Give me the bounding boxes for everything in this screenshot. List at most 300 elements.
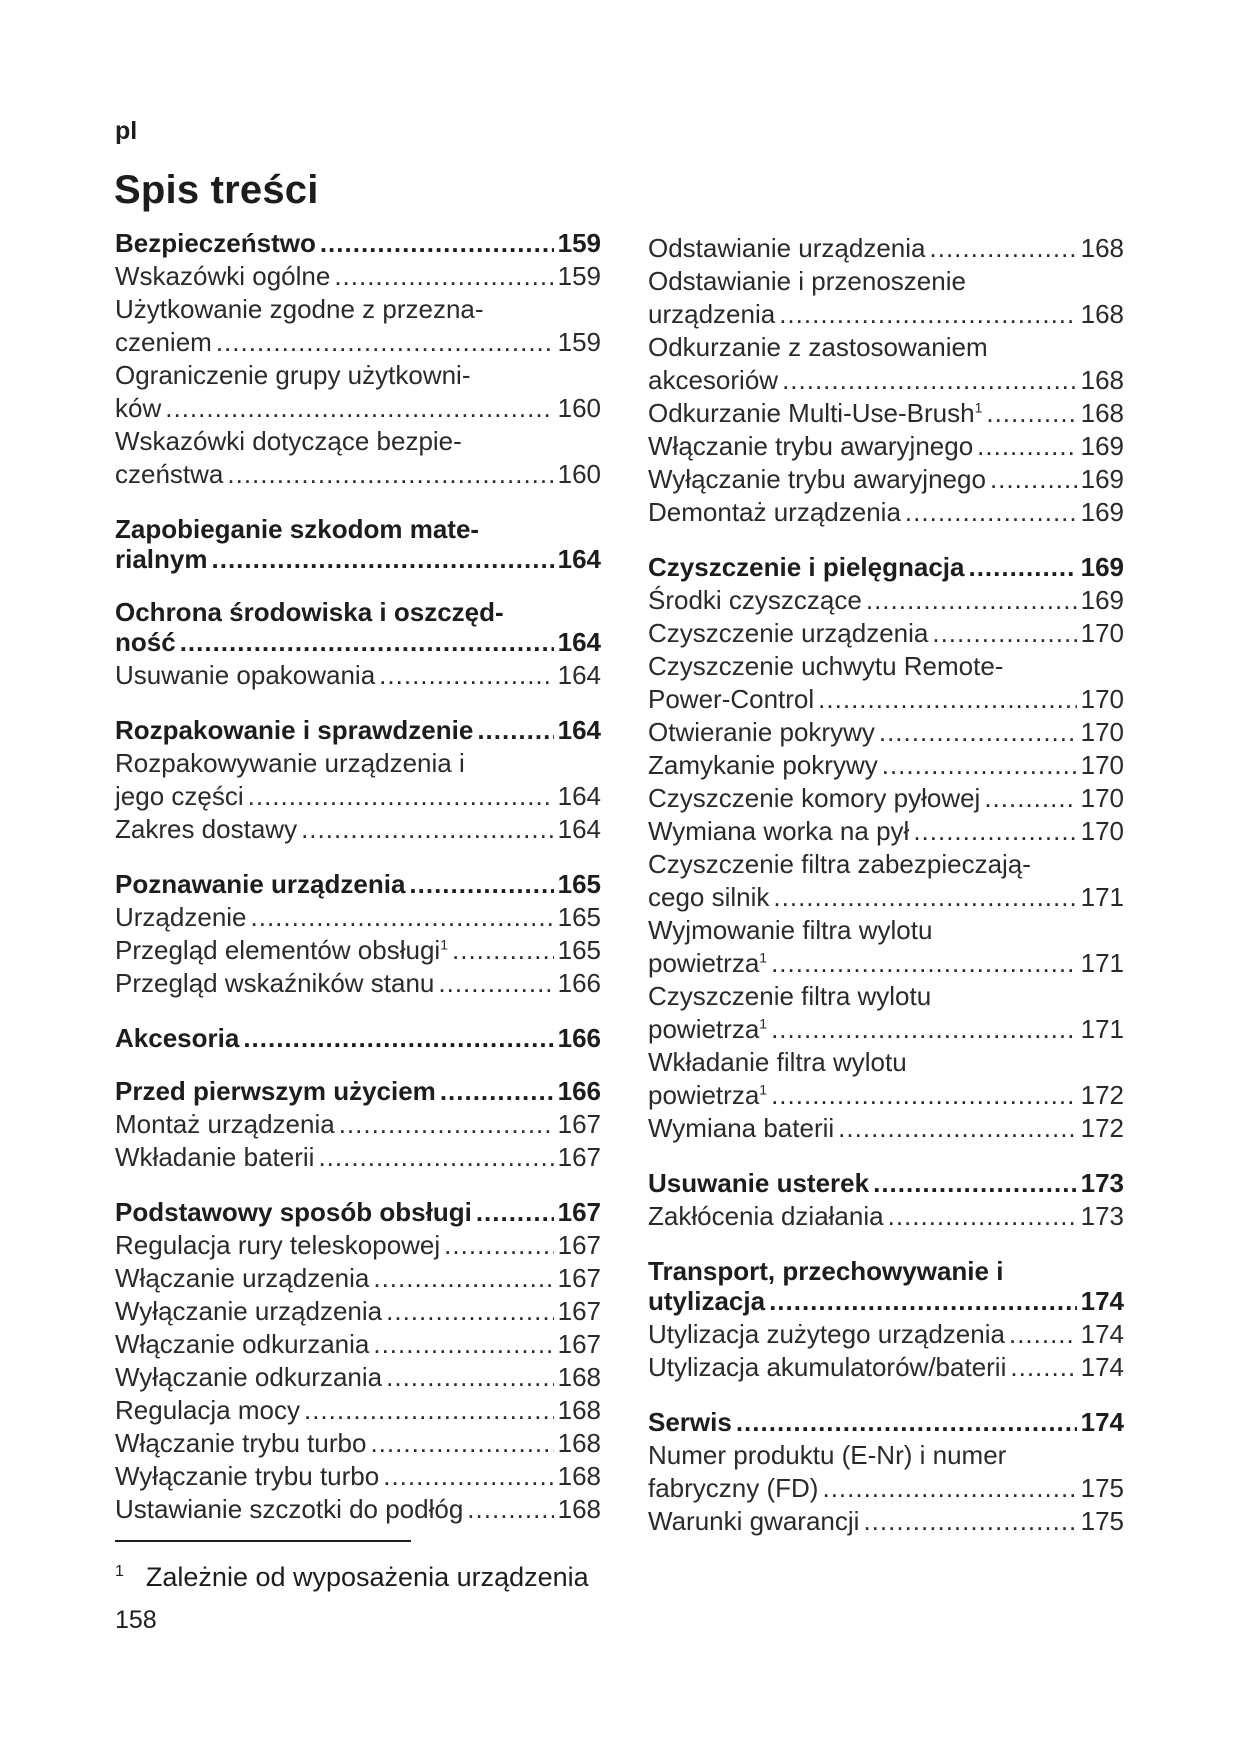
toc-page-number: 169 (1080, 497, 1124, 527)
toc-entry[interactable] (115, 1141, 601, 1174)
toc-entry-title (648, 298, 775, 331)
dot-leader (773, 881, 1076, 914)
dot-leader (467, 1493, 553, 1526)
toc-entry-text-line: Wkładanie filtra wylotu (648, 1047, 907, 1077)
toc-entry-row (115, 813, 601, 846)
toc-page-number: 159 (557, 261, 601, 291)
toc-entry[interactable] (648, 430, 1124, 463)
toc-section-heading[interactable] (115, 597, 601, 657)
toc-section-heading[interactable] (648, 552, 1124, 582)
toc-entry-text-line: Akcesoria (115, 1023, 240, 1053)
toc-entry-title (648, 1407, 732, 1437)
dot-leader (386, 1361, 553, 1394)
toc-entry[interactable] (115, 1328, 601, 1361)
toc-entry-text-line: Bezpieczeństwo (115, 228, 316, 258)
dot-leader (334, 260, 553, 293)
dot-leader (243, 1023, 553, 1053)
toc-entry[interactable] (648, 815, 1124, 848)
toc-entry[interactable] (648, 496, 1124, 529)
toc-entry-title (115, 1076, 436, 1106)
toc-entry-title (648, 1505, 859, 1538)
toc-entry-title (648, 716, 875, 749)
toc-entry-text-line: Zakres dostawy (115, 814, 298, 844)
toc-entry-title (648, 782, 980, 815)
toc-entry-text-line: Wyłączanie trybu turbo (115, 1461, 380, 1491)
toc-entry-row (648, 1318, 1124, 1351)
toc-entry-title (648, 552, 964, 582)
toc-page-number: 167 (557, 1230, 601, 1260)
toc-entry-text-line: Usuwanie opakowania (115, 660, 376, 690)
toc-entry-title (115, 544, 208, 574)
toc-entry[interactable] (648, 980, 1124, 1046)
toc-section-heading[interactable] (115, 1197, 601, 1227)
toc-entry[interactable] (648, 914, 1124, 980)
toc-entry-row (115, 1460, 601, 1493)
dot-leader (370, 1427, 553, 1460)
toc-page-number: 170 (1080, 750, 1124, 780)
toc-entry-row (648, 463, 1124, 496)
toc-page-number: 159 (557, 327, 601, 357)
footnote (115, 1562, 589, 1593)
dot-leader (771, 947, 1077, 980)
toc-entry[interactable] (648, 1318, 1124, 1351)
toc-section-heading[interactable] (648, 1256, 1124, 1316)
toc-entry-title (648, 430, 973, 463)
toc-entry-text-line: powietrza (648, 1080, 760, 1110)
toc-entry-row (648, 617, 1124, 650)
dot-leader (990, 463, 1077, 496)
toc-page-number: 168 (1080, 398, 1124, 428)
toc-entry[interactable] (115, 1229, 601, 1262)
toc-entry-title (648, 364, 778, 397)
toc-page-number: 173 (1080, 1168, 1124, 1198)
toc-entry-text-line: jego części (115, 781, 244, 811)
toc-page-number: 164 (557, 814, 601, 844)
toc-entry-row (115, 1076, 601, 1106)
dot-leader (212, 544, 554, 574)
toc-entry[interactable] (648, 1200, 1124, 1233)
toc-entry-row (648, 815, 1124, 848)
toc-entry-row (648, 364, 1124, 397)
toc-entry-row (115, 1023, 601, 1053)
toc-page-number: 169 (1080, 552, 1124, 582)
toc-entry-title (115, 1262, 369, 1295)
toc-entry[interactable] (648, 1046, 1124, 1112)
toc-entry[interactable] (115, 293, 601, 359)
toc-entry-text-line: Czyszczenie komory pyłowej (648, 783, 981, 813)
toc-entry-text-line: Wkładanie baterii (115, 1142, 315, 1172)
toc-page-number: 167 (557, 1142, 601, 1172)
toc-section-heading[interactable] (115, 715, 601, 745)
toc-section-heading[interactable] (115, 869, 601, 899)
toc-entry[interactable] (115, 1295, 601, 1328)
toc-entry-row (648, 782, 1124, 815)
dot-leader (818, 683, 1076, 716)
toc-entry-title (648, 397, 982, 430)
toc-page-number: 164 (557, 781, 601, 811)
toc-entry-row (648, 298, 1124, 331)
dot-leader (782, 364, 1077, 397)
dot-leader (882, 749, 1077, 782)
toc-entry-text-line: Użytkowanie zgodne z przezna- (115, 294, 484, 324)
toc-entry[interactable] (115, 1427, 601, 1460)
toc-entry-text-line: Odstawianie urządzenia (648, 233, 926, 263)
toc-entry-text-line: urządzenia (648, 299, 776, 329)
toc-entry-title (115, 1023, 239, 1053)
dot-leader (968, 552, 1076, 582)
toc-entry[interactable] (115, 813, 601, 846)
toc-entry-text-line: Wymiana worka na pył (648, 816, 910, 846)
toc-entry[interactable] (115, 659, 601, 692)
toc-page-number: 164 (557, 544, 601, 574)
toc-entry[interactable] (648, 1439, 1124, 1505)
dot-leader (771, 1079, 1077, 1112)
toc-entry-title (648, 947, 767, 980)
toc-page-number: 172 (1080, 1113, 1124, 1143)
toc-page-number: 168 (557, 1362, 601, 1392)
toc-entry[interactable] (648, 650, 1124, 716)
toc-entry-text-line: czeniem (115, 327, 212, 357)
toc-page-number: 174 (1080, 1319, 1124, 1349)
toc-entry[interactable] (115, 1493, 601, 1526)
toc-page-number: 168 (1080, 233, 1124, 263)
toc-left-column (115, 228, 601, 1526)
toc-page-number: 167 (557, 1109, 601, 1139)
toc-entry-row (115, 1262, 601, 1295)
toc-entry-text-line: Czyszczenie urządzenia (648, 618, 929, 648)
dot-leader (1009, 1318, 1077, 1351)
toc-entry-text-line: Regulacja rury teleskopowej (115, 1230, 441, 1260)
toc-entry-row (115, 901, 601, 934)
toc-page-number: 175 (1080, 1506, 1124, 1536)
dot-leader (227, 458, 553, 491)
toc-entry-text-line: Czyszczenie uchwytu Remote- (648, 651, 1004, 681)
toc-entry[interactable] (648, 782, 1124, 815)
toc-entry-title (115, 869, 405, 899)
toc-entry-title (115, 228, 316, 258)
dot-leader (977, 430, 1076, 463)
toc-entry-title (648, 749, 878, 782)
toc-entry-text-line: Środki czyszczące (648, 585, 862, 615)
toc-page-number: 175 (1080, 1473, 1124, 1503)
toc-entry[interactable] (648, 1112, 1124, 1145)
toc-page-number: 174 (1080, 1286, 1124, 1316)
toc-entry-text-line: Poznawanie urządzenia (115, 869, 406, 899)
dot-leader (477, 715, 553, 745)
toc-entry[interactable] (115, 1262, 601, 1295)
dot-leader (438, 967, 553, 1000)
toc-entry-title (115, 715, 473, 745)
toc-entry-title (115, 458, 223, 491)
toc-entry-text-line: Przegląd elementów obsługi (115, 935, 441, 965)
toc-entry-title (115, 934, 448, 967)
dot-leader (838, 1112, 1076, 1145)
toc-entry-row (648, 1112, 1124, 1145)
toc-entry-text-line: Włączanie trybu turbo (115, 1428, 367, 1458)
toc-page-number: 170 (1080, 618, 1124, 648)
toc-entry[interactable] (115, 934, 601, 967)
toc-entry[interactable] (648, 331, 1124, 397)
toc-entry-row (115, 934, 601, 967)
toc-entry[interactable] (115, 747, 601, 813)
toc-entry-row (648, 1286, 1124, 1316)
toc-entry-row (648, 1505, 1124, 1538)
toc-entry[interactable] (115, 1460, 601, 1493)
toc-entry-title (115, 813, 297, 846)
footnote-divider (115, 1540, 411, 1542)
toc-entry-title (115, 1108, 335, 1141)
toc-entry-title (115, 659, 375, 692)
toc-entry-text-line: Włączanie urządzenia (115, 1263, 370, 1293)
dot-leader (409, 869, 553, 899)
toc-entry-text-line: ność (115, 627, 176, 657)
toc-entry[interactable] (648, 463, 1124, 496)
toc-section-heading[interactable] (648, 1168, 1124, 1198)
dot-leader (779, 298, 1076, 331)
toc-entry-text-line: Odstawianie i przenoszenie (648, 266, 966, 296)
toc-entry[interactable] (115, 359, 601, 425)
dot-leader (1010, 1351, 1076, 1384)
toc-page-number: 164 (557, 715, 601, 745)
dot-leader (930, 232, 1077, 265)
toc-page-number: 167 (557, 1197, 601, 1227)
toc-entry-text-line: Ograniczenie grupy użytkowni- (115, 360, 471, 390)
toc-page-number: 168 (557, 1494, 601, 1524)
toc-entry-text-line: Czyszczenie i pielęgnacja (648, 552, 965, 582)
toc-entry-text-line: utylizacja (648, 1286, 766, 1316)
toc-entry-row (648, 430, 1124, 463)
toc-entry-text-line: Wskazówki dotyczące bezpie- (115, 426, 462, 456)
toc-page-number: 170 (1080, 783, 1124, 813)
footnote-text: Zależnie od wyposażenia urządzenia (145, 1562, 589, 1592)
dot-leader (248, 780, 554, 813)
toc-entry-text-line: Włączanie trybu awaryjnego (648, 431, 974, 461)
toc-entry-row (115, 627, 601, 657)
toc-entry-row (115, 392, 601, 425)
toc-entry-row (648, 1200, 1124, 1233)
toc-entry-row (115, 1108, 601, 1141)
toc-page-number: 167 (557, 1329, 601, 1359)
toc-entry-text-line: fabryczny (FD) (648, 1473, 819, 1503)
toc-entry[interactable] (648, 749, 1124, 782)
toc-entry-text-line: Odkurzanie Multi-Use-Brush (648, 398, 975, 428)
toc-entry-text-line: Przed pierwszym użyciem (115, 1076, 436, 1106)
toc-page-number: 170 (1080, 684, 1124, 714)
toc-entry-title (648, 815, 909, 848)
toc-entry-row (115, 1493, 601, 1526)
toc-page-number: 168 (1080, 299, 1124, 329)
toc-entry-text-line: Regulacja mocy (115, 1395, 300, 1425)
dot-leader (216, 326, 554, 359)
dot-leader (879, 716, 1077, 749)
toc-entry-row (648, 1407, 1124, 1437)
toc-page-number: 174 (1080, 1407, 1124, 1437)
toc-entry[interactable] (115, 1108, 601, 1141)
toc-entry-row (648, 232, 1124, 265)
toc-entry-row (115, 1229, 601, 1262)
toc-entry-text-line: Czyszczenie filtra zabezpieczają- (648, 849, 1031, 879)
dot-leader (373, 1328, 553, 1361)
toc-entry[interactable] (648, 397, 1124, 430)
dot-leader (339, 1108, 554, 1141)
toc-entry-title (115, 780, 244, 813)
toc-entry-text-line: Montaż urządzenia (115, 1109, 335, 1139)
toc-page-number: 165 (557, 935, 601, 965)
toc-entry-text-line: Rozpakowanie i sprawdzenie (115, 715, 474, 745)
toc-section-heading[interactable] (115, 514, 601, 574)
dot-leader (984, 782, 1076, 815)
toc-entry[interactable] (648, 232, 1124, 265)
dot-leader (905, 496, 1077, 529)
toc-page-number: 171 (1080, 948, 1124, 978)
toc-entry-row (648, 397, 1124, 430)
toc-entry-row (648, 496, 1124, 529)
toc-entry[interactable] (115, 1361, 601, 1394)
dot-leader (888, 1200, 1077, 1233)
dot-leader (863, 1505, 1076, 1538)
toc-entry-title (115, 1295, 382, 1328)
toc-entry-row (648, 716, 1124, 749)
toc-entry-text-line: Wymiana baterii (648, 1113, 835, 1143)
dot-leader (440, 1076, 554, 1106)
toc-section-heading[interactable] (115, 1023, 601, 1053)
toc-entry-row (115, 659, 601, 692)
toc-entry-row (115, 869, 601, 899)
toc-entry-text-line: Przegląd wskaźników stanu (115, 968, 435, 998)
dot-leader (251, 901, 554, 934)
toc-entry-title (115, 627, 176, 657)
toc-entry-row (648, 1472, 1124, 1505)
toc-entry-text-line: czeństwa (115, 459, 224, 489)
toc-entry-row (115, 544, 601, 574)
toc-entry-title (648, 1079, 767, 1112)
toc-entry-text-line: powietrza (648, 948, 760, 978)
toc-entry[interactable] (648, 848, 1124, 914)
toc-entry-text-line: ków (115, 393, 162, 423)
toc-entry-text-line: Podstawowy sposób obsługi (115, 1197, 472, 1227)
dot-leader (320, 228, 554, 258)
toc-entry[interactable] (115, 425, 601, 491)
toc-entry[interactable] (648, 1505, 1124, 1538)
toc-entry-row (648, 1168, 1124, 1198)
toc-entry-text-line: Wyłączanie trybu awaryjnego (648, 464, 986, 494)
toc-section-heading[interactable] (648, 1407, 1124, 1437)
toc-entry-text-line: Utylizacja zużytego urządzenia (648, 1319, 1005, 1349)
language-code: pl (115, 117, 138, 145)
toc-entry[interactable] (115, 1394, 601, 1427)
toc-entry-text-line: Zakłócenia działania (648, 1201, 884, 1231)
toc-entry-row (648, 683, 1124, 716)
dot-leader (771, 1013, 1077, 1046)
toc-entry-title (648, 1013, 767, 1046)
toc-entry-title (115, 1493, 463, 1526)
toc-entry-row (648, 1351, 1124, 1384)
toc-page-number: 168 (1080, 365, 1124, 395)
toc-page-number: 172 (1080, 1080, 1124, 1110)
toc-entry-row (115, 715, 601, 745)
toc-page-number: 169 (1080, 431, 1124, 461)
dot-leader (866, 584, 1077, 617)
toc-page-number: 165 (557, 902, 601, 932)
dot-leader (180, 627, 554, 657)
toc-page-number: 173 (1080, 1201, 1124, 1231)
toc-page-number: 164 (557, 660, 601, 690)
toc-entry-title (648, 463, 986, 496)
toc-entry[interactable] (648, 716, 1124, 749)
toc-entry-title (115, 1427, 366, 1460)
toc-entry-title (648, 1472, 818, 1505)
toc-page-number: 165 (557, 869, 601, 899)
toc-entry-text-line: Wyłączanie urządzenia (115, 1296, 383, 1326)
toc-entry-row (115, 326, 601, 359)
toc-entry[interactable] (648, 1351, 1124, 1384)
toc-entry-row (115, 458, 601, 491)
toc-entry[interactable] (648, 617, 1124, 650)
toc-page-number: 160 (557, 393, 601, 423)
toc-page-number: 167 (557, 1296, 601, 1326)
toc-entry-title (648, 617, 928, 650)
footnote-reference: 1 (759, 1081, 768, 1098)
toc-entry-text-line: Odkurzanie z zastosowaniem (648, 332, 988, 362)
footnote-reference: 1 (759, 1015, 768, 1032)
dot-leader (386, 1295, 553, 1328)
toc-page-number: 170 (1080, 816, 1124, 846)
page-title: Spis treści (114, 168, 319, 212)
dot-leader (383, 1460, 553, 1493)
toc-entry-row (115, 1361, 601, 1394)
toc-section-heading[interactable] (115, 1076, 601, 1106)
toc-entry-title (648, 584, 862, 617)
toc-entry-row (648, 947, 1124, 980)
toc-entry-row (115, 260, 601, 293)
toc-entry-text-line: Demontaż urządzenia (648, 497, 901, 527)
toc-entry[interactable] (115, 260, 601, 293)
dot-leader (301, 813, 554, 846)
toc-entry-title (648, 1286, 765, 1316)
toc-entry-row (115, 1427, 601, 1460)
toc-entry-text-line: akcesoriów (648, 365, 779, 395)
toc-entry-text-line: Numer produktu (E-Nr) i numer (648, 1440, 1007, 1470)
toc-section-heading[interactable] (115, 228, 601, 258)
toc-page-number: 171 (1080, 882, 1124, 912)
toc-entry[interactable] (648, 584, 1124, 617)
dot-leader (769, 1286, 1077, 1316)
toc-entry-text-line: Czyszczenie filtra wylotu (648, 981, 932, 1011)
toc-entry-title (648, 881, 769, 914)
dot-leader (913, 815, 1076, 848)
toc-entry-row (115, 228, 601, 258)
toc-entry-row (648, 1079, 1124, 1112)
toc-entry-row (115, 1197, 601, 1227)
toc-entry-title (115, 1229, 440, 1262)
toc-entry-row (648, 584, 1124, 617)
footnote-reference: 1 (440, 936, 448, 953)
toc-page-number: 168 (557, 1428, 601, 1458)
toc-entry-text-line: Zamykanie pokrywy (648, 750, 878, 780)
dot-leader (444, 1229, 553, 1262)
toc-entry[interactable] (648, 265, 1124, 331)
toc-page-number: 166 (557, 1076, 601, 1106)
dot-leader (318, 1141, 553, 1174)
toc-entry-text-line: Wyłączanie odkurzania (115, 1362, 383, 1392)
toc-entry-title (648, 496, 901, 529)
toc-entry[interactable] (115, 901, 601, 934)
toc-entry-row (648, 1013, 1124, 1046)
toc-entry[interactable] (115, 967, 601, 1000)
toc-entry-title (648, 1351, 1006, 1384)
dot-leader (986, 397, 1076, 430)
toc-entry-text-line: Utylizacja akumulatorów/baterii (648, 1352, 1007, 1382)
